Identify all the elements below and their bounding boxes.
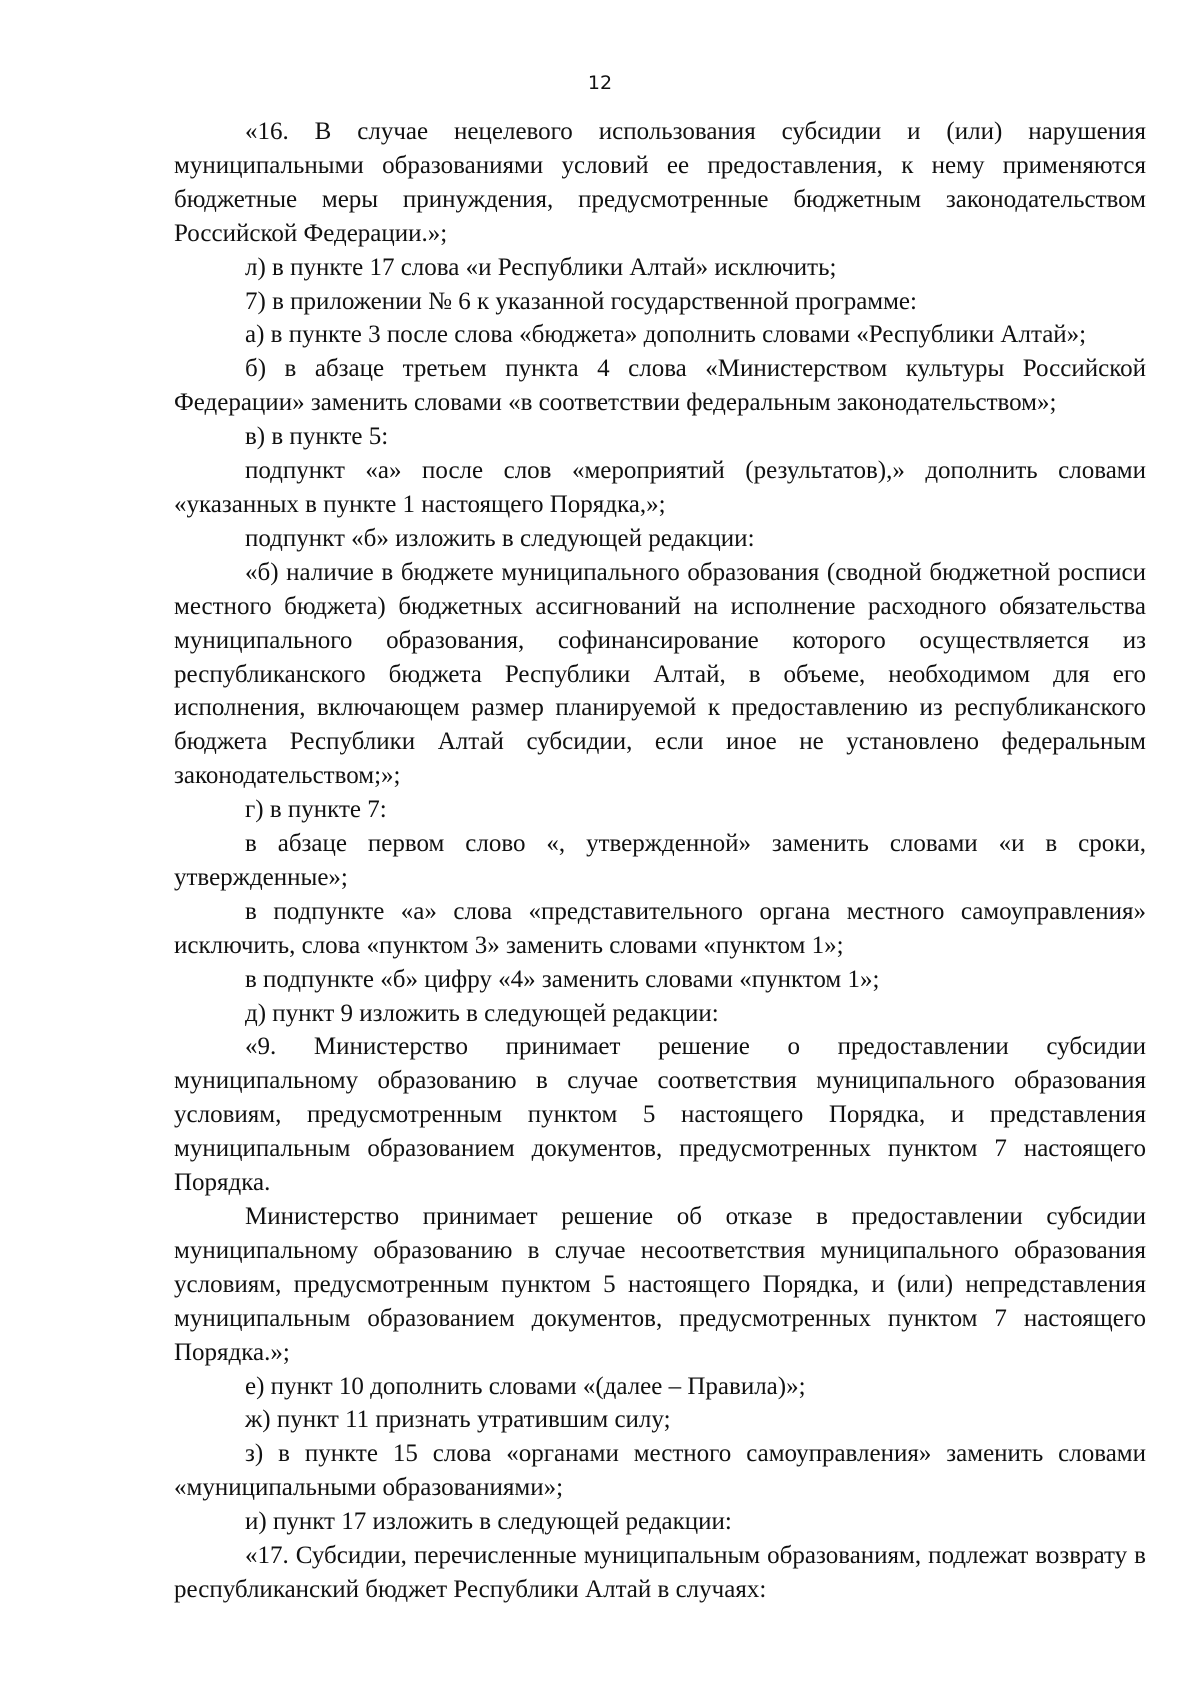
- paragraph-zh: ж) пункт 11 признать утратившим силу;: [245, 1406, 671, 1434]
- paragraph-subpoint-b: подпункт «б» изложить в следующей редакции:: [245, 524, 755, 552]
- paragraph-16-misuse: «16. В случае нецелевого использования субсидии и (или) нарушения муниципальными образованиями условий ее предоставления, к нему применяются бюджетные меры принуждения, предусмотренные бюджетным законодательством Российской Федерации.»;: [174, 118, 1146, 247]
- paragraph-first-abzac: в абзаце первом слово «, утвержденной» заменить словами «и в сроки, утвержденные»;: [174, 830, 1146, 891]
- paragraph-subpoint-b-digit: в подпункте «б» цифру «4» заменить словами «пунктом 1»;: [245, 965, 880, 993]
- paragraph-d: д) пункт 9 изложить в следующей редакции:: [245, 999, 719, 1027]
- paragraph-a: а) в пункте 3 после слова «бюджета» дополнить словами «Республики Алтай»;: [245, 321, 1087, 349]
- paragraph-9-decision: «9. Министерство принимает решение о предоставлении субсидии муниципальному образованию в случае соответствия муниципального образования условиям, предусмотренным пунктом 5 настоящего Порядка, и представления муниципальным образованием документов, предусмотренных пунктом 7 настоящего Порядка.: [174, 1033, 1146, 1197]
- paragraph-17-return: «17. Субсидии, перечисленные муниципальным образованиям, подлежат возврату в республиканский бюджет Республики Алтай в случаях:: [174, 1542, 1146, 1603]
- paragraph-z: з) в пункте 15 слова «органами местного самоуправления» заменить словами «муниципальными образованиями»;: [174, 1440, 1146, 1502]
- paragraph-e: е) пункт 10 дополнить словами «(далее – Правила)»;: [245, 1372, 806, 1400]
- paragraph-l: л) в пункте 17 слова «и Республики Алтай» исключить;: [245, 253, 837, 281]
- paragraph-refusal: Министерство принимает решение об отказе в предоставлении субсидии муниципальному образованию в случае несоответствия муниципального образования условиям, предусмотренным пунктом 5 настоящего Порядка, и (или) непредставления муниципальным образованием документов, предусмотренных пунктом 7 настоящего Порядка.»;: [174, 1203, 1146, 1366]
- paragraph-b: б) в абзаце третьем пункта 4 слова «Министерством культуры Российской Федерации» заменить словами «в соответствии федеральным законодательством»;: [174, 355, 1146, 417]
- paragraph-subpoint-a: подпункт «а» после слов «мероприятий (результатов),» дополнить словами «указанных в пункте 1 настоящего Порядка,»;: [174, 457, 1146, 518]
- paragraph-subpoint-a-words: в подпункте «а» слова «представительного органа местного самоуправления» исключить, слова «пунктом 3» заменить словами «пунктом 1»;: [174, 897, 1146, 959]
- paragraph-i: и) пункт 17 изложить в следующей редакции:: [245, 1508, 732, 1536]
- paragraph-g: г) в пункте 7:: [245, 796, 387, 824]
- page-number: 12: [587, 72, 613, 94]
- paragraph-7-appendix-6: 7) в приложении № 6 к указанной государственной программе:: [245, 287, 917, 315]
- paragraph-v: в) в пункте 5:: [245, 423, 389, 451]
- paragraph-b-new-text: «б) наличие в бюджете муниципального образования (сводной бюджетной росписи местного бюджета) бюджетных ассигнований на исполнение расходного обязательства муниципального образования, софинансирование которого осуществляется из республиканского бюджета Республики Алтай, в объеме, необходимом для его исполнения, включающем размер планируемой к предоставлению из республиканского бюджета Республики Алтай субсидии, если иное не установлено федеральным законодательством;»;: [174, 558, 1146, 790]
- document-body: [174, 115, 1146, 1607]
